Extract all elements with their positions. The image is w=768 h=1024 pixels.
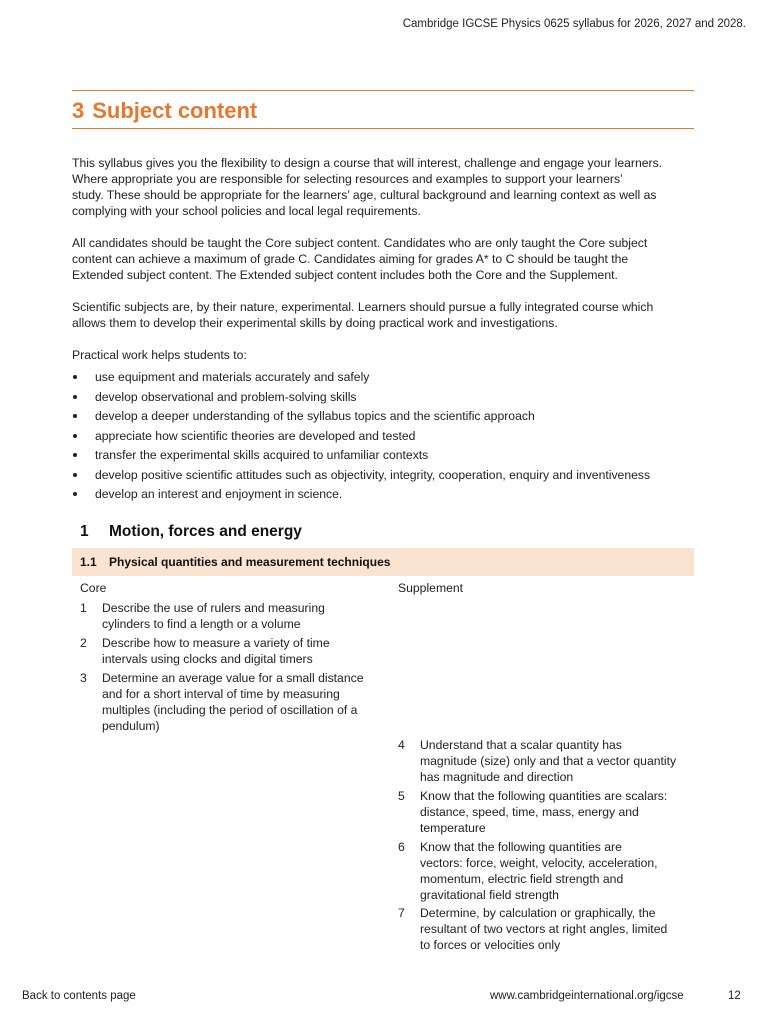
item-line: Know that the following quantities are scalars: [420,789,668,803]
intro-paragraph-2 [72,235,694,283]
back-to-contents-link[interactable]: Back to contents page [22,990,136,1002]
page-number: 12 [728,990,741,1002]
item-line: intervals using clocks and digital timers [102,652,313,666]
paragraph-line: study. These should be appropriate for the learners’ age, cultural background and learning context as well as [72,188,657,202]
website-link[interactable]: www.cambridgeinternational.org/igcse [490,990,684,1002]
list-item [72,408,694,428]
topic-heading [80,523,302,541]
bullet-icon [73,414,77,418]
item-line: gravitational field strength [420,888,559,902]
item-line: Determine, by calculation or graphically, the [420,906,656,920]
subtopic-title: Physical quantities and measurement techniques [109,555,391,569]
item-line: resultant of two vectors at right angles, limited [420,922,668,936]
list-item [72,467,694,487]
item-line: Describe how to measure a variety of time [102,636,330,650]
list-item-text: develop a deeper understanding of the syllabus topics and the scientific approach [95,409,535,423]
list-item-text: develop an interest and enjoyment in science. [95,487,343,501]
item-line: pendulum) [102,719,160,733]
item-number: 6 [398,840,405,854]
list-item-text: appreciate how scientific theories are developed and tested [95,428,416,443]
running-header: Cambridge IGCSE Physics 0625 syllabus for 2026, 2027 and 2028. [402,18,746,30]
section-number: 3 [72,98,85,123]
paragraph-line: Extended subject content. The Extended subject content includes both the Core and the Supplement. [72,268,618,282]
item-line: Understand that a scalar quantity has [420,738,622,752]
section-title [72,98,257,124]
paragraph-line: This syllabus gives you the flexibility to design a course that will interest, challenge and engage your learners. [72,156,663,170]
list-item [72,389,694,409]
item-line: magnitude (size) only and that a vector quantity [420,754,677,768]
item-line: to forces or velocities only [420,938,561,952]
bullet-icon [73,453,77,457]
paragraph-line: Practical work helps students to: [72,348,247,362]
item-line: Determine an average value for a small distance [102,671,364,685]
subtopic-number: 1.1 [80,555,97,569]
item-line: vectors: force, weight, velocity, acceleration, [420,856,658,870]
bullet-icon [73,375,77,379]
intro-paragraph-4 [72,347,694,363]
item-line: momentum, electric field strength and [420,872,624,886]
section-title-text: Subject content [92,98,258,123]
item-line: distance, speed, time, mass, energy and [420,805,639,819]
item-line: Know that the following quantities are [420,840,622,854]
supplement-column-heading: Supplement [398,581,464,595]
item-line: has magnitude and direction [420,770,574,784]
item-line: Describe the use of rulers and measuring [102,601,325,615]
bullet-icon [73,434,77,438]
item-line: cylinders to find a length or a volume [102,617,301,631]
item-number: 3 [80,671,87,685]
paragraph-line: Scientific subjects are, by their nature, experimental. Learners should pursue a fully integrated course which [72,300,654,314]
practical-work-bullets [72,369,694,506]
bullet-icon [73,492,77,496]
list-item [72,486,694,506]
item-line: and for a short interval of time by measuring [102,687,340,701]
topic-number: 1 [80,523,89,540]
paragraph-line: content can achieve a maximum of grade C. Candidates aiming for grades A* to C should be taught the [72,252,629,266]
list-item-text: develop positive scientific attitudes such as objectivity, integrity, cooperation, enquiry and inventiveness [95,467,651,482]
intro-paragraph-1 [72,155,694,219]
subtopic-bar [72,548,694,576]
bullet-icon [73,473,77,477]
list-item-text: use equipment and materials accurately and safely [95,370,370,384]
item-number: 4 [398,738,405,752]
topic-title: Motion, forces and energy [109,523,302,540]
item-number: 7 [398,906,405,920]
item-line: temperature [420,821,486,835]
bullet-icon [73,395,77,399]
paragraph-line: complying with your school policies and local legal requirements. [72,204,421,218]
list-item [72,369,694,389]
paragraph-line: allows them to develop their experimental skills by doing practical work and investigations. [72,316,558,330]
item-line: multiples (including the period of oscillation of a [102,703,358,717]
list-item [72,447,694,467]
item-number: 1 [80,601,87,615]
list-item-text: transfer the experimental skills acquired to unfamiliar contexts [95,448,429,462]
section-rule-top [72,90,694,91]
intro-paragraph-3 [72,299,694,331]
list-item [72,428,694,448]
paragraph-line: Where appropriate you are responsible for selecting resources and examples to support your learners’ [72,172,623,186]
core-column-heading: Core [80,581,107,595]
paragraph-line: All candidates should be taught the Core subject content. Candidates who are only taught the Core subject [72,236,648,250]
item-number: 5 [398,789,405,803]
list-item-text: develop observational and problem-solving skills [95,389,357,404]
section-rule-bottom [72,128,694,129]
item-number: 2 [80,636,87,650]
